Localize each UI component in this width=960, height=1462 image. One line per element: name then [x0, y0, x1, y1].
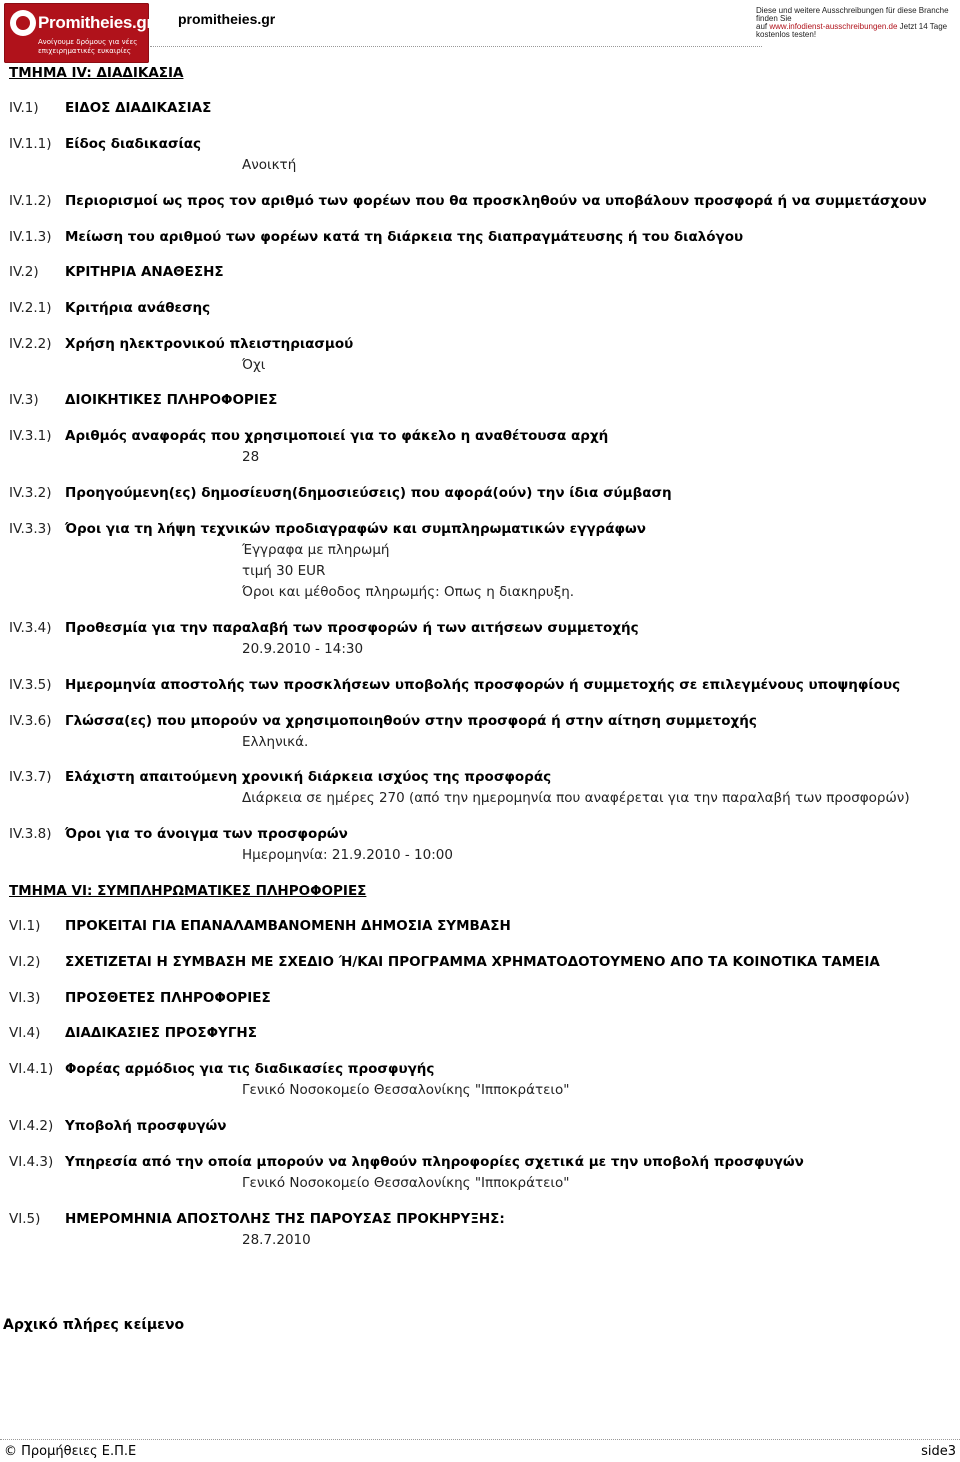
item-label: Κριτήρια ανάθεσης — [65, 300, 211, 316]
item-number: IV.3.4) — [9, 620, 52, 636]
item-number: IV.1) — [9, 100, 39, 116]
item-value: Γενικό Νοσοκομείο Θεσσαλονίκης "Ιπποκράτειο" — [242, 1082, 570, 1098]
item-label: Ελάχιστη απαιτούμενη χρονική διάρκεια ισχύος της προσφοράς — [65, 769, 552, 785]
item-value: Ημερομηνία: 21.9.2010 - 10:00 — [242, 847, 453, 863]
item-label: Υποβολή προσφυγών — [65, 1118, 227, 1134]
item-label: Αριθμός αναφοράς που χρησιμοποιεί για το φάκελο η αναθέτουσα αρχή — [65, 428, 609, 444]
item-number: IV.3.1) — [9, 428, 52, 444]
item-value: Γενικό Νοσοκομείο Θεσσαλονίκης "Ιπποκράτειο" — [242, 1175, 570, 1191]
item-label: ΠΡΟΣΘΕΤΕΣ ΠΛΗΡΟΦΟΡΙΕΣ — [65, 990, 271, 1006]
ad-notice — [756, 7, 960, 39]
item-number: VI.4.1) — [9, 1061, 54, 1077]
logo-name: Promitheies.gr — [38, 13, 153, 32]
page-number: side3 — [921, 1444, 956, 1459]
page-header — [0, 0, 960, 55]
logo-tagline — [38, 38, 137, 56]
item-value: Έγγραφα με πληρωμή — [242, 542, 390, 558]
original-text-link[interactable]: Αρχικό πλήρες κείμενο — [3, 1317, 185, 1333]
item-label: Προθεσμία για την παραλαβή των προσφορών ή των αιτήσεων συμμετοχής — [65, 620, 639, 636]
item-number: IV.1.1) — [9, 136, 52, 152]
ad-suffix: Jetzt 14 Tage — [899, 22, 948, 31]
item-label: Είδος διαδικασίας — [65, 136, 201, 152]
site-name: promitheies.gr — [178, 11, 276, 27]
logo-tagline-line-2: επιχειρηματικές ευκαιρίες — [38, 47, 131, 55]
item-number: IV.1.2) — [9, 193, 52, 209]
item-number: IV.3.8) — [9, 826, 52, 842]
item-value: Όχι — [242, 357, 266, 373]
item-label: ΔΙΑΔΙΚΑΣΙΕΣ ΠΡΟΣΦΥΓΗΣ — [65, 1025, 257, 1041]
item-number: IV.3.7) — [9, 769, 52, 785]
item-number: IV.3) — [9, 392, 39, 408]
item-label: Προηγούμενη(ες) δημοσίευση(δημοσιεύσεις) που αφορά(ούν) την ίδια σύμβαση — [65, 485, 672, 501]
item-number: IV.1.3) — [9, 229, 52, 245]
item-number: VI.4) — [9, 1025, 41, 1041]
logo-tagline-line-1: Ανοίγουμε δρόμους για νέες — [38, 38, 138, 46]
item-value: τιμή 30 EUR — [242, 563, 326, 579]
item-number: VI.3) — [9, 990, 41, 1006]
item-number: IV.2.2) — [9, 336, 52, 352]
ad-line-3: kostenlos testen! — [756, 30, 817, 39]
footer-copyright: © Προμήθειες Ε.Π.Ε — [4, 1444, 137, 1459]
item-label: Όροι για τη λήψη τεχνικών προδιαγραφών και συμπληρωματικών εγγράφων — [65, 521, 646, 537]
header-divider — [150, 46, 762, 47]
item-value: 28 — [242, 449, 260, 465]
promitheies-logo[interactable] — [4, 3, 153, 63]
section-title: ΤΜΗΜΑ VI: ΣΥΜΠΛΗΡΩΜΑΤΙΚΕΣ ΠΛΗΡΟΦΟΡΙΕΣ — [9, 883, 367, 899]
item-value: Ανοικτή — [242, 157, 297, 173]
item-number: VI.2) — [9, 954, 41, 970]
item-value: Ελληνικά. — [242, 734, 309, 750]
item-label: ΔΙΟΙΚΗΤΙΚΕΣ ΠΛΗΡΟΦΟΡΙΕΣ — [65, 392, 278, 408]
ad-prefix: auf — [756, 22, 768, 31]
item-number: IV.3.3) — [9, 521, 52, 537]
item-number: VI.5) — [9, 1211, 41, 1227]
item-number: IV.2.1) — [9, 300, 52, 316]
item-label: Περιορισμοί ως προς τον αριθμό των φορέων που θα προσκληθούν να υποβάλουν προσφορά ή να συμμετάσχουν — [65, 193, 927, 209]
item-label: Υπηρεσία από την οποία μπορούν να ληφθούν πληροφορίες σχετικά με την υποβολή προσφυγών — [65, 1154, 804, 1170]
item-value: 20.9.2010 - 14:30 — [242, 641, 364, 657]
ad-line-1: Diese und weitere Ausschreibungen für diese Branche finden Sie — [756, 6, 949, 23]
item-number: IV.3.6) — [9, 713, 52, 729]
item-label: Γλώσσα(ες) που μπορούν να χρησιμοποιηθούν στην προσφορά ή στην αίτηση συμμετοχής — [65, 713, 757, 729]
item-label: ΠΡΟΚΕΙΤΑΙ ΓΙΑ ΕΠΑΝΑΛΑΜΒΑΝΟΜΕΝΗ ΔΗΜΟΣΙΑ ΣΥΜΒΑΣΗ — [65, 918, 511, 934]
item-label: ΗΜΕΡΟΜΗΝΙΑ ΑΠΟΣΤΟΛΗΣ ΤΗΣ ΠΑΡΟΥΣΑΣ ΠΡΟΚΗΡΥΞΗΣ: — [65, 1211, 505, 1227]
item-label: ΚΡΙΤΗΡΙΑ ΑΝΑΘΕΣΗΣ — [65, 264, 224, 280]
ad-link[interactable]: www.infodienst-ausschreibungen.de — [769, 22, 898, 31]
item-label: ΣΧΕΤΙΖΕΤΑΙ Η ΣΥΜΒΑΣΗ ΜΕ ΣΧΕΔΙΟ Ή/ΚΑΙ ΠΡΟΓΡΑΜΜΑ ΧΡΗΜΑΤΟΔΟΤΟΥΜΕΝΟ ΑΠΟ ΤΑ ΚΟΙΝΟΤΙΚΑ ΤΑΜΕΙΑ — [65, 954, 880, 970]
item-label: Ημερομηνία αποστολής των προσκλήσεων υποβολής προσφορών ή συμμετοχής σε επιλεγμένους υποψηφίους — [65, 677, 901, 693]
item-value: 28.7.2010 — [242, 1232, 311, 1248]
item-number: IV.3.5) — [9, 677, 52, 693]
item-number: VI.1) — [9, 918, 41, 934]
section-title: ΤΜΗΜΑ IV: ΔΙΑΔΙΚΑΣΙΑ — [9, 65, 184, 81]
footer-divider — [0, 1439, 960, 1440]
item-value: Διάρκεια σε ημέρες 270 (από την ημερομηνία που αναφέρεται για την παραλαβή των προσφορών) — [242, 790, 910, 806]
item-label: Χρήση ηλεκτρονικού πλειστηριασμού — [65, 336, 354, 352]
logo-emblem-icon — [10, 10, 36, 36]
item-number: VI.4.2) — [9, 1118, 54, 1134]
item-value: Όροι και μέθοδος πληρωμής: Οπως η διακηρυξη. — [242, 584, 575, 600]
item-label: Μείωση του αριθμού των φορέων κατά τη διάρκεια της διαπραγμάτευσης ή του διαλόγου — [65, 229, 744, 245]
item-number: VI.4.3) — [9, 1154, 54, 1170]
item-label: Όροι για το άνοιγμα των προσφορών — [65, 826, 348, 842]
item-number: IV.3.2) — [9, 485, 52, 501]
item-label: ΕΙΔΟΣ ΔΙΑΔΙΚΑΣΙΑΣ — [65, 100, 212, 116]
item-label: Φορέας αρμόδιος για τις διαδικασίες προσφυγής — [65, 1061, 435, 1077]
item-number: IV.2) — [9, 264, 39, 280]
